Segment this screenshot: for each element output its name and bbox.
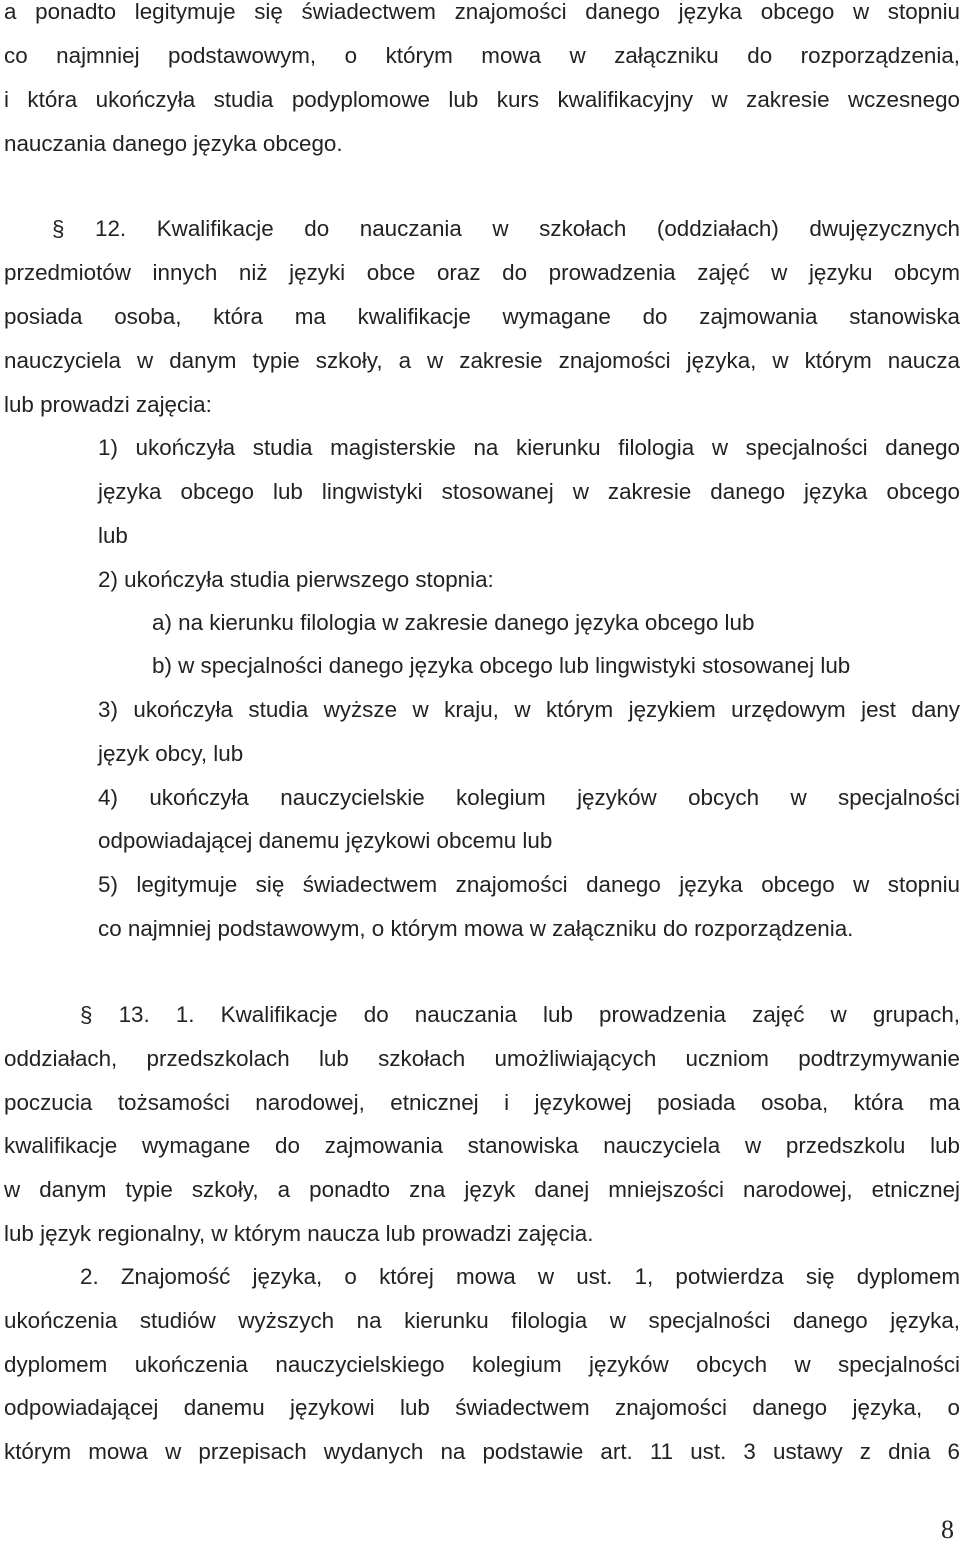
text-line: nauczyciela w danym typie szkoły, a w zakresie znajomości języka, w którym naucza	[4, 348, 960, 373]
text-line: w danym typie szkoły, a ponadto zna język danej mniejszości narodowej, etnicznej	[4, 1177, 960, 1202]
text-line: lub prowadzi zajęcia:	[4, 392, 212, 417]
text-line: odpowiadającej danemu językowi lub świadectwem znajomości danego języka, o	[4, 1395, 960, 1420]
list-item: 3) ukończyła studia wyższe w kraju, w którym językiem urzędowym jest dany	[98, 697, 960, 722]
page-number: 8	[941, 1515, 954, 1544]
sub-list-item: a) na kierunku filologia w zakresie danego języka obcego lub	[152, 610, 755, 635]
text-line: kwalifikacje wymagane do zajmowania stanowiska nauczyciela w przedszkolu lub	[4, 1133, 960, 1158]
list-item: 2) ukończyła studia pierwszego stopnia:	[98, 567, 494, 592]
text-line: lub język regionalny, w którym naucza lub prowadzi zajęcia.	[4, 1221, 594, 1246]
text-line: i która ukończyła studia podyplomowe lub kurs kwalifikacyjny w zakresie wczesnego	[4, 87, 960, 112]
text-line: którym mowa w przepisach wydanych na podstawie art. 11 ust. 3 ustawy z dnia 6	[4, 1439, 960, 1464]
paragraph-2-start: 2. Znajomość języka, o której mowa w ust. 1, potwierdza się dyplomem	[80, 1264, 960, 1289]
text-line: co najmniej podstawowym, o którym mowa w załączniku do rozporządzenia,	[4, 43, 960, 68]
section-12-heading-line: § 12. Kwalifikacje do nauczania w szkołach (oddziałach) dwujęzycznych	[52, 216, 960, 241]
list-item: język obcy, lub	[98, 741, 244, 766]
section-13-heading-line: § 13. 1. Kwalifikacje do nauczania lub prowadzenia zajęć w grupach,	[80, 1002, 960, 1027]
list-item: 4) ukończyła nauczycielskie kolegium języków obcych w specjalności	[98, 785, 960, 810]
text-line: dyplomem ukończenia nauczycielskiego kolegium języków obcych w specjalności	[4, 1352, 960, 1377]
list-item: 1) ukończyła studia magisterskie na kierunku filologia w specjalności danego	[98, 435, 960, 460]
text-line: oddziałach, przedszkolach lub szkołach umożliwiających uczniom podtrzymywanie	[4, 1046, 960, 1071]
list-item: odpowiadającej danemu językowi obcemu lub	[98, 828, 553, 853]
text-line: nauczania danego języka obcego.	[4, 131, 343, 156]
text-line: a ponadto legitymuje się świadectwem znajomości danego języka obcego w stopniu	[4, 0, 960, 24]
list-item: lub	[98, 523, 128, 548]
list-item: co najmniej podstawowym, o którym mowa w załączniku do rozporządzenia.	[98, 916, 854, 941]
text-line: posiada osoba, która ma kwalifikacje wymagane do zajmowania stanowiska	[4, 304, 960, 329]
sub-list-item: b) w specjalności danego języka obcego lub lingwistyki stosowanej lub	[152, 653, 851, 678]
list-item: języka obcego lub lingwistyki stosowanej w zakresie danego języka obcego	[98, 479, 960, 504]
list-item: 5) legitymuje się świadectwem znajomości danego języka obcego w stopniu	[98, 872, 960, 897]
text-line: poczucia tożsamości narodowej, etnicznej i językowej posiada osoba, która ma	[4, 1090, 960, 1115]
text-line: przedmiotów innych niż języki obce oraz do prowadzenia zajęć w języku obcym	[4, 260, 960, 285]
text-line: ukończenia studiów wyższych na kierunku filologia w specjalności danego języka,	[4, 1308, 960, 1333]
